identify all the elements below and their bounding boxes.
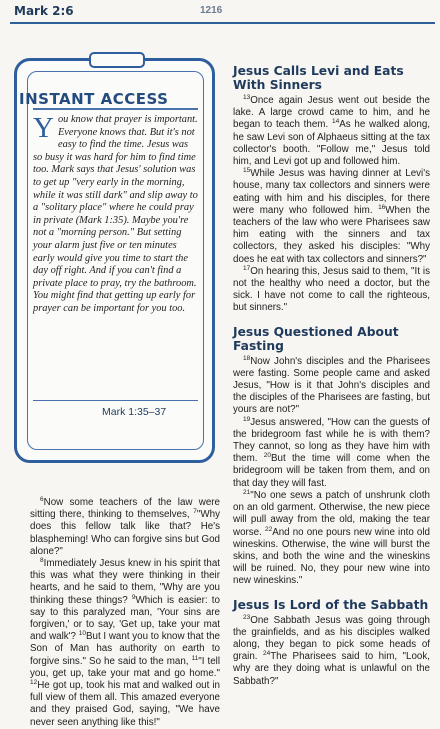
section-heading-sabbath: Jesus Is Lord of the Sabbath xyxy=(233,597,429,612)
verse-number: 12 xyxy=(30,679,38,687)
verse-text: The Pharisees said to him, "Look, why are they doing what is unlawful on the Sabbath?" xyxy=(233,651,430,687)
verse-number: 7 xyxy=(193,508,197,516)
sidebar-reference-rule xyxy=(33,400,198,401)
sidebar-body xyxy=(33,114,198,316)
verse-text: As he walked along, he saw Levi son of Alphaeus sitting at the tax collector's booth. "Follow me," Jesus told him, and Levi got up and followed him. xyxy=(233,119,430,168)
verse-text: "I tell you, get up, take your mat and go home." xyxy=(30,655,220,679)
verse-text: While Jesus was having dinner at Levi's house, many tax collectors and sinners were eating with him and his disciples, for there were many who followed him. xyxy=(233,168,430,216)
verse-number: 18 xyxy=(243,354,251,362)
verse-paragraph xyxy=(233,356,430,417)
verse-paragraph xyxy=(233,490,430,588)
verse-paragraph xyxy=(233,168,430,266)
verse-text: Once again Jesus went out beside the lake. A large crowd came to him, and he began to teach them. xyxy=(233,95,430,131)
verse-text: But the time will come when the bridegroom will be taken from them, and on that day they will fast. xyxy=(233,453,430,489)
sidebar-title-rule xyxy=(33,108,198,110)
verse-number: 19 xyxy=(243,415,251,423)
sidebar-title: INSTANT ACCESS xyxy=(19,90,169,108)
verse-paragraph xyxy=(233,95,430,168)
page-header xyxy=(0,0,440,22)
verse-text: Which is easier: to say to this paralyzed man, 'Your sins are forgiven,' or to say, 'Get up, take your mat and walk'? xyxy=(30,594,220,643)
verse-number: 16 xyxy=(378,203,386,211)
verse-number: 9 xyxy=(131,593,136,601)
right-column-text xyxy=(233,64,430,688)
verse-number: 24 xyxy=(262,650,271,658)
verse-number: 14 xyxy=(331,118,340,126)
verse-text: And no one pours new wine into old wineskins. Otherwise, the wine will burst the skins, and both the wine and the wineskins will be ruined. No, they pour new wine into new wineskins." xyxy=(233,526,430,587)
verse-text: On hearing this, Jesus said to them, "It is not the healthy who need a doctor, but the sick. I have not come to call the righteous, but sinners." xyxy=(233,265,430,314)
verse-number: 20 xyxy=(263,452,271,460)
header-rule xyxy=(10,22,435,24)
section-heading-fasting: Jesus Questioned About Fasting xyxy=(233,324,399,353)
page-number: 1216 xyxy=(200,5,223,16)
verse-number: 17 xyxy=(243,264,251,272)
verse-text: He got up, took his mat and walked out in full view of them all. This amazed everyone and they praised God, saying, "We have never seen anything like this!" xyxy=(30,680,220,728)
left-column-text xyxy=(30,497,220,729)
verse-number: 13 xyxy=(243,94,251,101)
section-heading-levi: Jesus Calls Levi and Eats With Sinners xyxy=(233,64,404,92)
verse-number: 21 xyxy=(243,488,251,496)
verse-text: Jesus answered, "How can the guests of the bridegroom fast while he is with them? They cannot, so long as they have him with them. xyxy=(233,416,430,465)
verse-text: Now some teachers of the law were sitting there, thinking to themselves, xyxy=(30,497,220,521)
verse-text: When the teachers of the law who were Pharisees saw him eating with the sinners and tax collectors, they asked his disciples: "Why does he eat with tax collectors and sinners?" xyxy=(233,204,430,265)
verse-number: 23 xyxy=(243,613,251,621)
verse-number: 8 xyxy=(40,557,44,565)
running-head: Mark 2:6 xyxy=(14,4,74,18)
verse-text: But I want you to know that the Son of Man has authority on earth to forgive sins." So he said to the man, xyxy=(30,631,220,667)
verse-number: 6 xyxy=(40,496,44,503)
verse-text: "No one sews a patch of unshrunk cloth on an old garment. Otherwise, the new piece will pull away from the old, making the tear worse. xyxy=(233,489,430,538)
sidebar-reference: Mark 1:35–37 xyxy=(102,406,167,418)
verse-number: 15 xyxy=(243,167,251,175)
verse-paragraph xyxy=(233,615,430,688)
verse-number: 22 xyxy=(264,525,273,533)
sidebar-clip-tab xyxy=(89,52,145,68)
verse-paragraph xyxy=(233,417,430,490)
verse-text: Immediately Jesus knew in his spirit that this was what they were thinking in their hearts, and he said to them, "Why are you thinking these things? xyxy=(30,558,220,606)
verse-paragraph xyxy=(233,266,430,315)
verse-number: 11 xyxy=(191,654,199,662)
verse-paragraph xyxy=(30,497,220,558)
sidebar-text: ou know that prayer is important. Everyone knows that. But it's not easy to find the time. Jesus was so busy it was hard for him to find time too. Mark says that Jesus' solution was to get up "very early in the morning, while it was still dark" and slip away to a "solitary place" where he could pray in private (Mark 1:35). Maybe you're not a "morning person." But setting your alarm just five or ten minutes early would give you time to start the day off right. And if you can't find a private place to pray, try the bathroom. You might find that getting up early for prayer can be important for you too. xyxy=(33,114,198,314)
verse-text: One Sabbath Jesus was going through the grainfields, and as his disciples walked along, they began to pick some heads of grain. xyxy=(233,614,430,663)
sidebar-dropcap: Y xyxy=(33,112,54,144)
verse-text: Now John's disciples and the Pharisees were fasting. Some people came and asked Jesus, "How is it that John's disciples and the disciples of the Pharisees are fasting, but yours are not?" xyxy=(233,355,430,416)
verse-text: "Why does this fellow talk like that? He's blaspheming! Who can forgive sins but God alone?" xyxy=(30,509,220,557)
verse-number: 10 xyxy=(78,630,86,638)
verse-paragraph xyxy=(30,558,220,729)
